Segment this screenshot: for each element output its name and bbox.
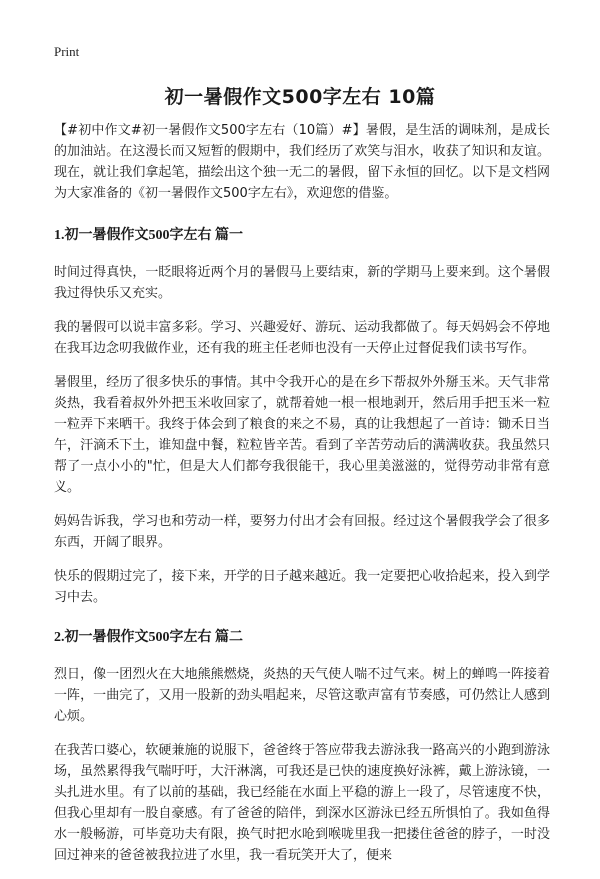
- section-heading: 2.初一暑假作文500字左右 篇二: [54, 630, 243, 645]
- section-heading: 1.初一暑假作文500字左右 篇一: [54, 228, 243, 243]
- paragraph: 时间过得真快，一眨眼将近两个月的暑假马上要结束，新的学期马上要来到。这个暑假我过得快乐又充实。: [54, 265, 550, 301]
- intro-paragraph: 【#初中作文#初一暑假作文500字左右（10篇）#】暑假，是生活的调味剂，是成长的加油站。在这漫长而又短暂的假期中，我们经历了欢笑与泪水，收获了知识和友谊。现在，就让我们拿起笔，描绘出这个独一无二的暑假，留下永恒的回忆。以下是文档网为大家准备的《初一暑假作文500字左右》，欢迎您的借鉴。: [54, 123, 550, 201]
- paragraph: 我的暑假可以说丰富多彩。学习、兴趣爱好、游玩、运动我都做了。每天妈妈会不停地在我耳边念叨我做作业，还有我的班主任老师也没有一天停止过督促我们读书写作。: [54, 320, 550, 356]
- article-body: [54, 120, 550, 879]
- paragraph: 烈日，像一团烈火在大地熊熊燃烧，炎热的天气使人喘不过气来。树上的蝉鸣一阵接着一阵，一曲完了，又用一股新的劲头唱起来，尽管这歌声富有节奏感，可仍然让人感到心烦。: [54, 667, 550, 724]
- paragraph: 暑假里，经历了很多快乐的事情。其中令我开心的是在乡下帮叔外外掰玉米。天气非常炎热，我看着叔外外把玉米收回家了，就帮着她一根一根地剥开，然后用手把玉米一粒一粒弄下来晒干。我终于体会到了粮食的来之不易，真的让我想起了一首诗：锄禾日当午，汗滴禾下土，谁知盘中餐，粒粒皆辛苦。看到了辛苦劳动后的满满收获。我虽然只帮了一点小小的"忙，但是大人们都夸我很能干，我心里美滋滋的，觉得劳动非常有意义。: [54, 375, 550, 495]
- section-1: [54, 226, 550, 608]
- section-2: [54, 628, 550, 866]
- paragraph: 妈妈告诉我，学习也和劳动一样，要努力付出才会有回报。经过这个暑假我学会了很多东西，开阔了眼界。: [54, 514, 550, 550]
- paragraph: 在我苦口婆心，软硬兼施的说服下，爸爸终于答应带我去游泳我一路高兴的小跑到游泳场，虽然累得我气喘吁吁，大汗淋漓，可我还是已快的速度换好泳裤，戴上游泳镜，一头扎进水里。有了以前的基础，我已经能在水面上平稳的游上一段了，尽管速度不快，但我心里却有一股自豪感。有了爸爸的陪伴，到深水区游泳已经五所惧怕了。我如鱼得水一般畅游，可毕竟功夫有限，换气时把水呛到喉咙里我一把搂住爸爸的脖子，一时没回过神来的爸爸被我拉进了水里，我一看玩笑开大了，便来: [54, 743, 550, 863]
- print-link[interactable]: Print: [54, 44, 80, 59]
- page-title: 初一暑假作文500字左右 10篇: [164, 86, 436, 108]
- paragraph: 快乐的假期过完了，接下来，开学的日子越来越近。我一定要把心收拾起来，投入到学习中去。: [54, 569, 550, 605]
